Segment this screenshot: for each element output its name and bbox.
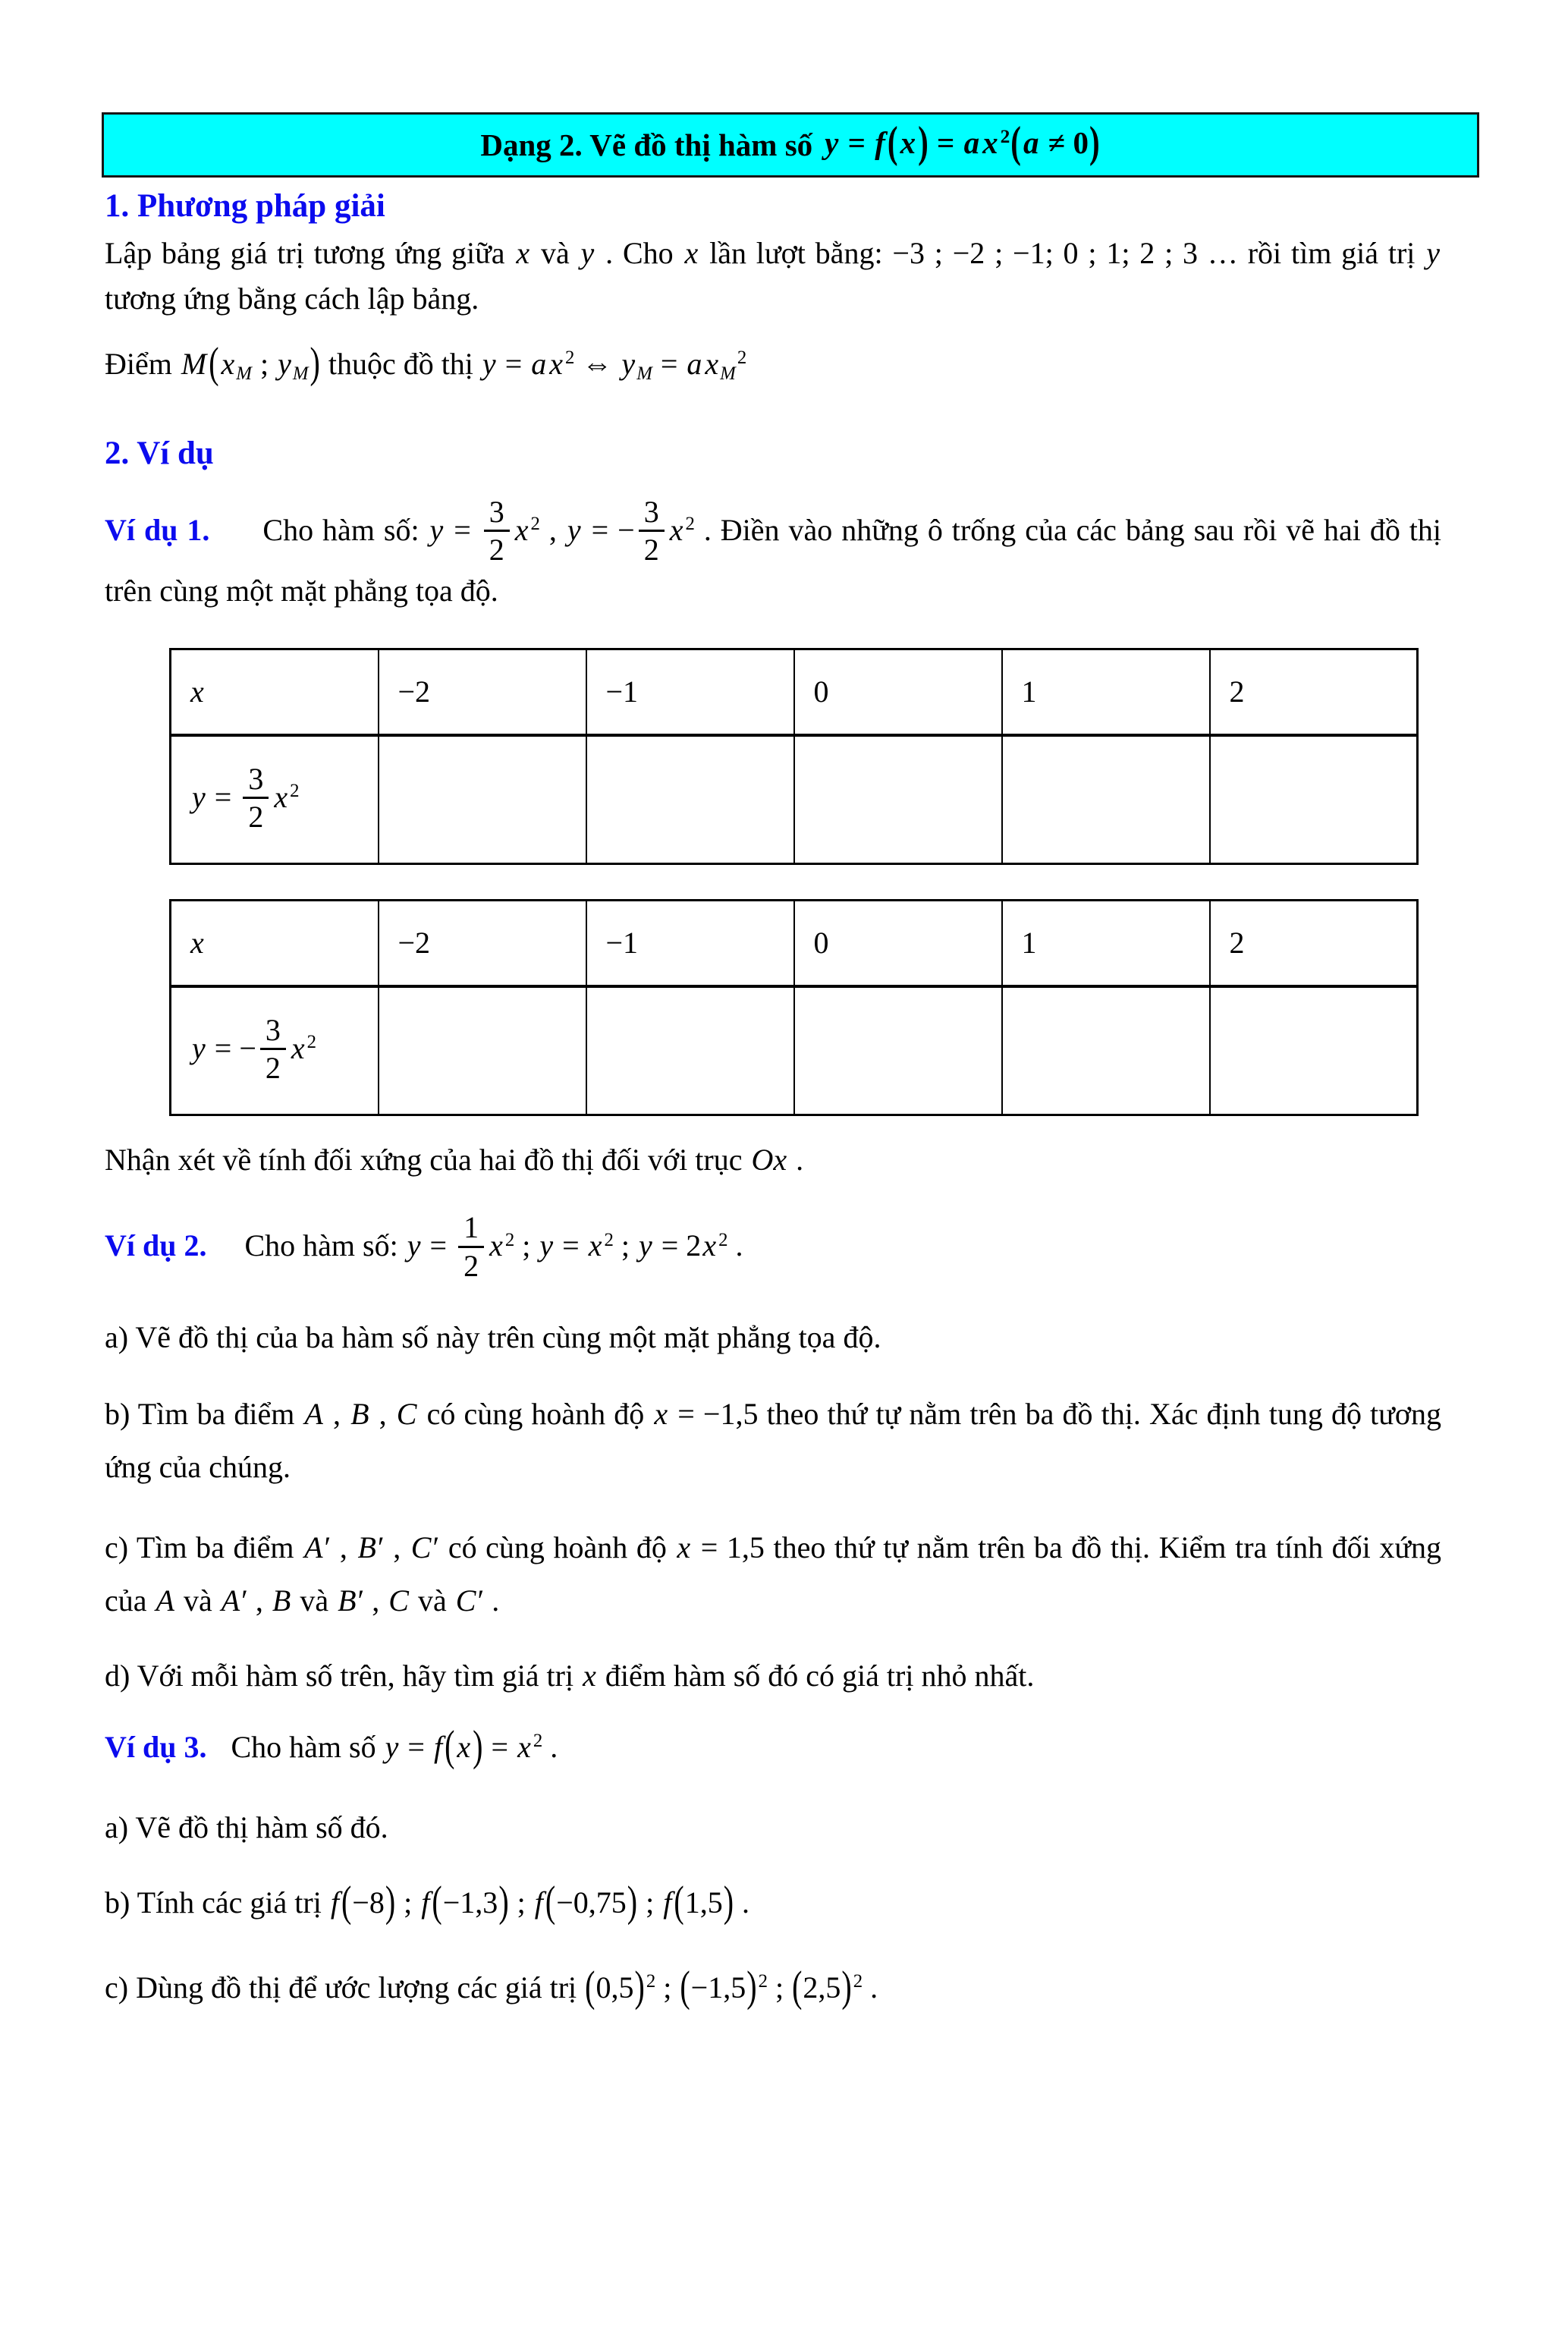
table-2-blank-cell: [586, 986, 794, 1115]
table-2-header-row: [171, 901, 1418, 987]
table-2-value-row: [171, 986, 1418, 1115]
table-1-blank-cell: [586, 735, 794, 864]
table-1-blank-cell: [1210, 735, 1418, 864]
section-title-banner: [102, 112, 1479, 178]
table-1-blank-cell: [379, 735, 586, 864]
example-1-intro: Cho hàm số: y = $\frac{3}{2}$ x $^2$ , y = − $\frac{3}{2}$ x $^2$ . Điền vào những ô trống của các bảng sau rồi vẽ hai đồ thị trên cùng một mặt phẳng tọa độ.: [105, 495, 1442, 608]
table-1-header-cell: −1: [586, 649, 794, 736]
example-2-item-b: b) Tìm ba điểm A , B , C có cùng hoành độ x = −1,5 theo thứ tự nằm trên ba đồ thị. Xác định tung độ tương ứng của chúng.: [105, 1396, 1442, 1484]
example-3-item-c: c) Dùng đồ thị để ước lượng các giá trị $(0,5)^2$ ; $(-1,5)^2$ ; $(2,5)^2$ .: [105, 1961, 878, 2011]
worksheet-page: [0, 112, 1568, 2019]
example-2-intro: Cho hàm số: y = $\frac{1}{2}$ x $^2$ ; y = x $^2$ ; y = 2x $^2$ .: [244, 1210, 743, 1283]
table-1-header-cell: 2: [1210, 649, 1418, 736]
table-1-header-x: x: [171, 649, 379, 736]
value-table-2: [169, 899, 1419, 1116]
example-1-label: Ví dụ 1.: [105, 512, 210, 547]
table-1-header-cell: −2: [379, 649, 586, 736]
table-1-header-cell: 1: [1002, 649, 1210, 736]
table-1-value-row: [171, 735, 1418, 864]
table-2-header-cell: −1: [586, 901, 794, 987]
example-2-label: Ví dụ 2.: [105, 1228, 207, 1263]
table-1-header-cell: 0: [794, 649, 1002, 736]
table-2-blank-cell: [1210, 986, 1418, 1115]
table-2-header-cell: 0: [794, 901, 1002, 987]
method-paragraph-1: Lập bảng giá trị tương ứng giữa x và y . Cho x lần lượt bằng: −3 ; −2 ; −1; 0 ; 1; 2 ; 3 … rồi tìm giá trị y tương ứng bằng cách lập bảng.: [105, 236, 1440, 316]
method-paragraph-2: Điểm M(xM ; yM) thuộc đồ thị y = a x $^2$ ⇔ yM = a $xM^2$: [105, 338, 747, 387]
example-3-label: Ví dụ 3.: [105, 1729, 207, 1764]
example-2-paragraph: [105, 1210, 1441, 1284]
value-table-1: [169, 648, 1419, 865]
table-2-row-label: y = − $\frac{3}{2}$ x $^2$: [171, 986, 379, 1115]
table-2-header-cell: −2: [379, 901, 586, 987]
heading-method: 1. Phương pháp giải: [105, 188, 385, 224]
section-title-formula: y = f(x) = ax $^2$(a ≠ 0): [825, 117, 1100, 167]
example-2-item-d: d) Với mỗi hàm số trên, hãy tìm giá trị x điểm hàm số đó có giá trị nhỏ nhất.: [105, 1658, 1035, 1693]
section-title-text: Dạng 2. Vẽ đồ thị hàm số: [480, 127, 813, 162]
example-3-paragraph: [105, 1721, 1441, 1775]
example-3-item-b: b) Tính các giá trị f(−8) ; f(−1,3) ; f(−0,75) ; f(1,5) .: [105, 1876, 750, 1926]
example-3-item-a: a) Vẽ đồ thị hàm số đó.: [105, 1810, 388, 1844]
example-3-intro: Cho hàm số y = f(x) = x $^2$ .: [231, 1721, 558, 1770]
heading-examples: 2. Ví dụ: [105, 435, 214, 471]
table-1-row-label: y = $\frac{3}{2}$ x $^2$: [171, 735, 379, 864]
table-1-blank-cell: [794, 735, 1002, 864]
table-2-blank-cell: [379, 986, 586, 1115]
example-2-item-a: a) Vẽ đồ thị của ba hàm số này trên cùng một mặt phẳng tọa độ.: [105, 1319, 881, 1354]
table-2-header-cell: 1: [1002, 901, 1210, 987]
table-2-blank-cell: [1002, 986, 1210, 1115]
table-2-header-x: x: [171, 901, 379, 987]
table-2-header-cell: 2: [1210, 901, 1418, 987]
example-1-paragraph: [105, 495, 1442, 614]
example-2-item-c: c) Tìm ba điểm A′ , B′ , C′ có cùng hoành độ x = 1,5 theo thứ tự nằm trên ba đồ thị. Kiểm tra tính đối xứng của A và A′ , B và B′ , C và C′ .: [105, 1530, 1442, 1618]
table-1-blank-cell: [1002, 735, 1210, 864]
table-2-blank-cell: [794, 986, 1002, 1115]
symmetry-note: Nhận xét về tính đối xứng của hai đồ thị đối với trục Ox .: [105, 1143, 804, 1178]
table-1-header-row: [171, 649, 1418, 736]
